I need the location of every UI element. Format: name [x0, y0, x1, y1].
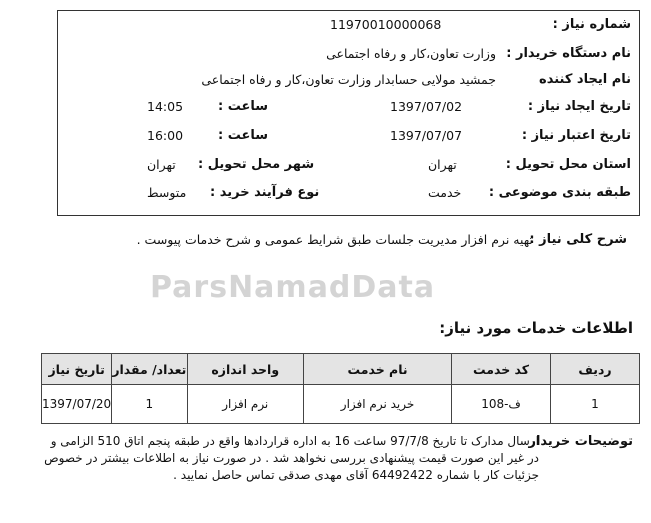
city-label: شهر محل تحویل :	[198, 157, 315, 172]
col-header-need-date: تاریخ نیاز	[42, 354, 112, 385]
services-section-title: اطلاعات خدمات مورد نیاز:	[439, 319, 633, 337]
buyer-notes-label: توضیحات خریدار	[528, 434, 633, 449]
valid-time-value: 16:00	[147, 128, 184, 143]
cell-row-number: 1	[551, 385, 640, 424]
created-time-value: 14:05	[147, 99, 184, 114]
process-value: متوسط	[147, 185, 187, 200]
watermark-text: ParsNamadData	[150, 270, 436, 305]
description-label: شرح کلی نیاز :	[529, 232, 627, 247]
province-label: استان محل تحویل :	[505, 157, 631, 172]
cell-unit: نرم افزار	[187, 385, 304, 424]
buyer-notes-text: ارسال مدارک تا تاریخ 97/7/8 ساعت 16 به اداره قراردادها واقع در طبقه پنجم اتاق 510 الزامی و در غیر این صورت قیمت پیشنهادی بررسی نخواهد شد . در صورت نیاز به اطلاعات بیشتر در خصوص جزئیات کار با شماره 64492422 آقای مهدی صدقی تماس حاصل نمایید .	[44, 434, 539, 482]
col-header-unit: واحد اندازه	[187, 354, 304, 385]
need-number-value: 11970010000068	[330, 17, 442, 32]
city-value: تهران	[147, 157, 176, 172]
col-header-service-name: نام خدمت	[304, 354, 452, 385]
province-value: تهران	[428, 157, 457, 172]
cell-quantity: 1	[112, 385, 187, 424]
cell-need-date: 1397/07/20	[42, 385, 112, 424]
valid-date-label: تاریخ اعتبار نیاز :	[521, 128, 631, 143]
created-date-label: تاریخ ایجاد نیاز :	[527, 99, 631, 114]
need-number-label: شماره نیاز :	[552, 17, 631, 32]
creator-value: جمشید مولایی حسابدار وزارت تعاون،کار و رفاه اجتماعی	[201, 72, 496, 87]
creator-label: نام ایجاد کننده	[539, 72, 631, 87]
col-header-row-number: ردیف	[551, 354, 640, 385]
buyer-org-label: نام دستگاه خریدار :	[506, 46, 631, 61]
buyer-org-value: وزارت تعاون،کار و رفاه اجتماعی	[326, 46, 496, 61]
description-text: تهیه نرم افزار مدیریت جلسات طبق شرایط عمومی و شرح خدمات پیوست .	[136, 232, 533, 247]
services-table	[41, 353, 640, 424]
created-time-label: ساعت :	[218, 99, 269, 114]
created-date-value: 1397/07/02	[390, 99, 463, 114]
category-label: طبقه بندی موضوعی :	[488, 185, 631, 200]
cell-service-code: ف-108	[452, 385, 551, 424]
cell-service-name: خرید نرم افزار	[304, 385, 452, 424]
process-label: نوع فرآیند خرید :	[210, 185, 320, 200]
category-value: خدمت	[428, 185, 462, 200]
valid-time-label: ساعت :	[218, 128, 269, 143]
table-row	[42, 385, 640, 424]
col-header-quantity: تعداد/ مقدار	[112, 354, 187, 385]
services-header-row	[42, 354, 640, 385]
valid-date-value: 1397/07/07	[390, 128, 463, 143]
col-header-service-code: کد خدمت	[452, 354, 551, 385]
